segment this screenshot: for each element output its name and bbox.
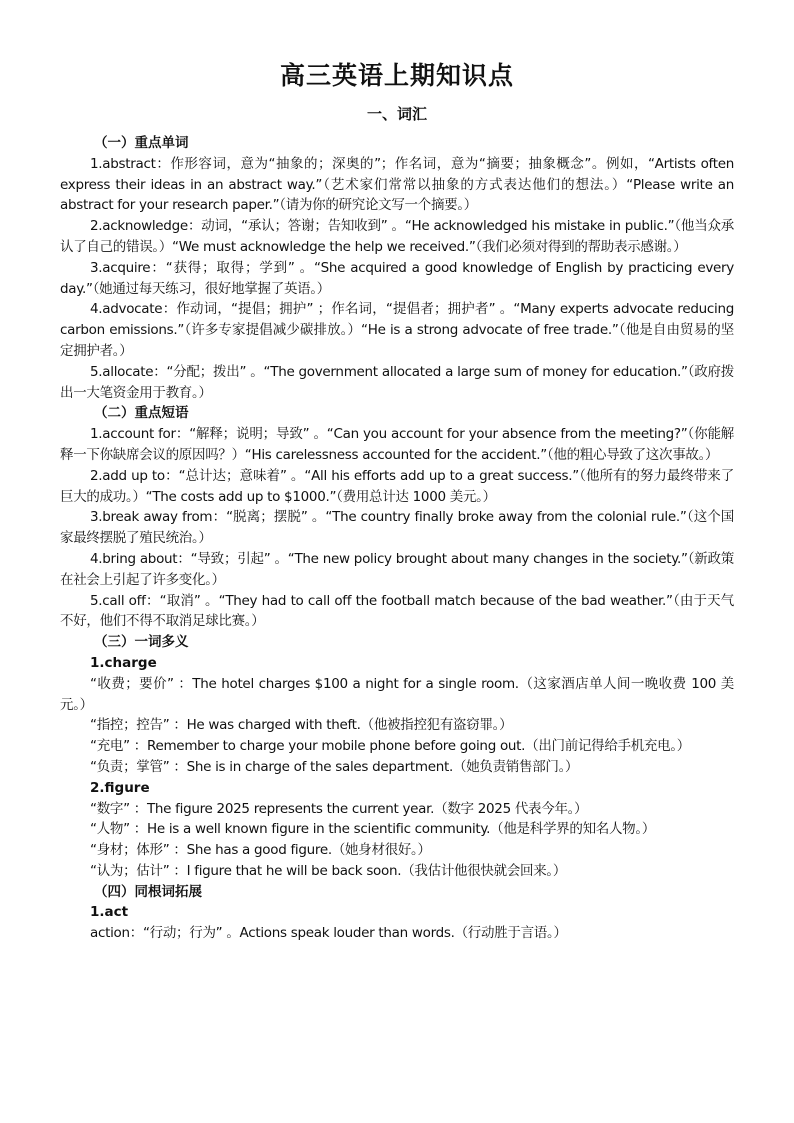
meaning-entry: “负责；掌管” ：She is in charge of the sales department.（她负责销售部门。） (90, 758, 579, 775)
word-heading-charge: 1.charge (90, 654, 157, 671)
cognate-entry-action: action：“行动；行为” 。Actions speak louder than words.（行动胜于言语。） (90, 925, 567, 942)
subsection-heading-polysemy: （三）一词多义 (94, 634, 189, 651)
section-heading: 一、词汇 (366, 105, 427, 123)
subsection-heading-key-words: （一）重点单词 (94, 135, 189, 151)
meaning-entry: “充电” ：Remember to charge your mobile phone before going out.（出门前记得给手机充电。） (90, 738, 691, 755)
word-entry-advocate: 4.advocate：作动词，“提倡；拥护” ；作名词，“提倡者；拥护者” 。“Many experts advocate reducing carbon emissions.”（许多专家提倡减少碳排放。）“He is a strong advocate of free trade.”（他是自由贸易的坚定拥护者。） (60, 301, 734, 359)
word-entry-abstract: 1.abstract：作形容词，意为“抽象的；深奥的”；作名词，意为“摘要；抽象概念”。例如，“Artists often express their ideas in an abstract way.”（艺术家们常常以抽象的方式表达他们的想法。）“Please write an abstract for your research paper.”（请为你的研究论文写一个摘要。） (60, 155, 734, 214)
meaning-entry: “收费；要价” ：The hotel charges $100 a night for a single room.（这家酒店单人间一晚收费 100 美元。） (60, 675, 734, 713)
meaning-entry: “人物” ：He is a well known figure in the scientific community.（他是科学界的知名人物。） (90, 821, 656, 838)
phrase-entry-add-up-to: 2.add up to：“总计达；意味着” 。“All his efforts add up to a great success.”（他所有的努力最终带来了巨大的成功。）“The costs add up to $1000.”（费用总计达 1000 美元。） (60, 467, 734, 505)
word-entry-acknowledge: 2.acknowledge：动词，“承认；答谢；告知收到” 。“He acknowledged his mistake in public.”（他当众承认了自己的错误。）“We must acknowledge the help we received.”（我们必须对得到的帮助表示感谢。） (60, 218, 734, 255)
word-heading-figure: 2.figure (90, 779, 150, 796)
meaning-entry: “指控；控告” ：He was charged with theft.（他被指控犯有盗窃罪。） (90, 717, 513, 734)
word-entry-allocate: 5.allocate：“分配；拨出” 。“The government allocated a large sum of money for education.”（政府拨出一大笔资金用于教育。） (60, 363, 734, 401)
subsection-heading-key-phrases: （二）重点短语 (94, 405, 189, 422)
phrase-entry-break-away-from: 3.break away from：“脱离；摆脱” 。“The country finally broke away from the colonial rule.”（这个国家最终摆脱了殖民统治。） (60, 509, 734, 547)
meaning-entry: “身材；体形” ：She has a good figure.（她身材很好。） (90, 842, 431, 859)
document-title: 高三英语上期知识点 (279, 61, 514, 90)
phrase-entry-call-off: 5.call off：“取消” 。“They had to call off the football match because of the bad weather.”（由于天气不好，他们不得不取消足球比赛。） (60, 592, 734, 630)
phrase-entry-bring-about: 4.bring about：“导致；引起” 。“The new policy brought about many changes in the society.”（新政策在社会上引起了许多变化。） (60, 550, 734, 588)
phrase-entry-account-for: 1.account for：“解释；说明；导致” 。“Can you account for your absence from the meeting?”（你能解释一下你缺席会议的原因吗？）“His carelessness accounted for the accident.”（他的粗心导致了这次事故。） (60, 426, 734, 463)
meaning-entry: “认为；估计” ：I figure that he will be back soon.（我估计他很快就会回来。） (90, 862, 567, 879)
word-entry-acquire: 3.acquire：“获得；取得；学到” 。“She acquired a good knowledge of English by practicing every day.”（她通过每天练习，很好地掌握了英语。） (60, 259, 734, 297)
document-page (60, 58, 734, 944)
meaning-entry: “数字” ：The figure 2025 represents the current year.（数字 2025 代表今年。） (90, 800, 588, 817)
word-heading-act: 1.act (90, 904, 129, 921)
subsection-heading-cognates: （四）同根词拓展 (94, 883, 202, 900)
